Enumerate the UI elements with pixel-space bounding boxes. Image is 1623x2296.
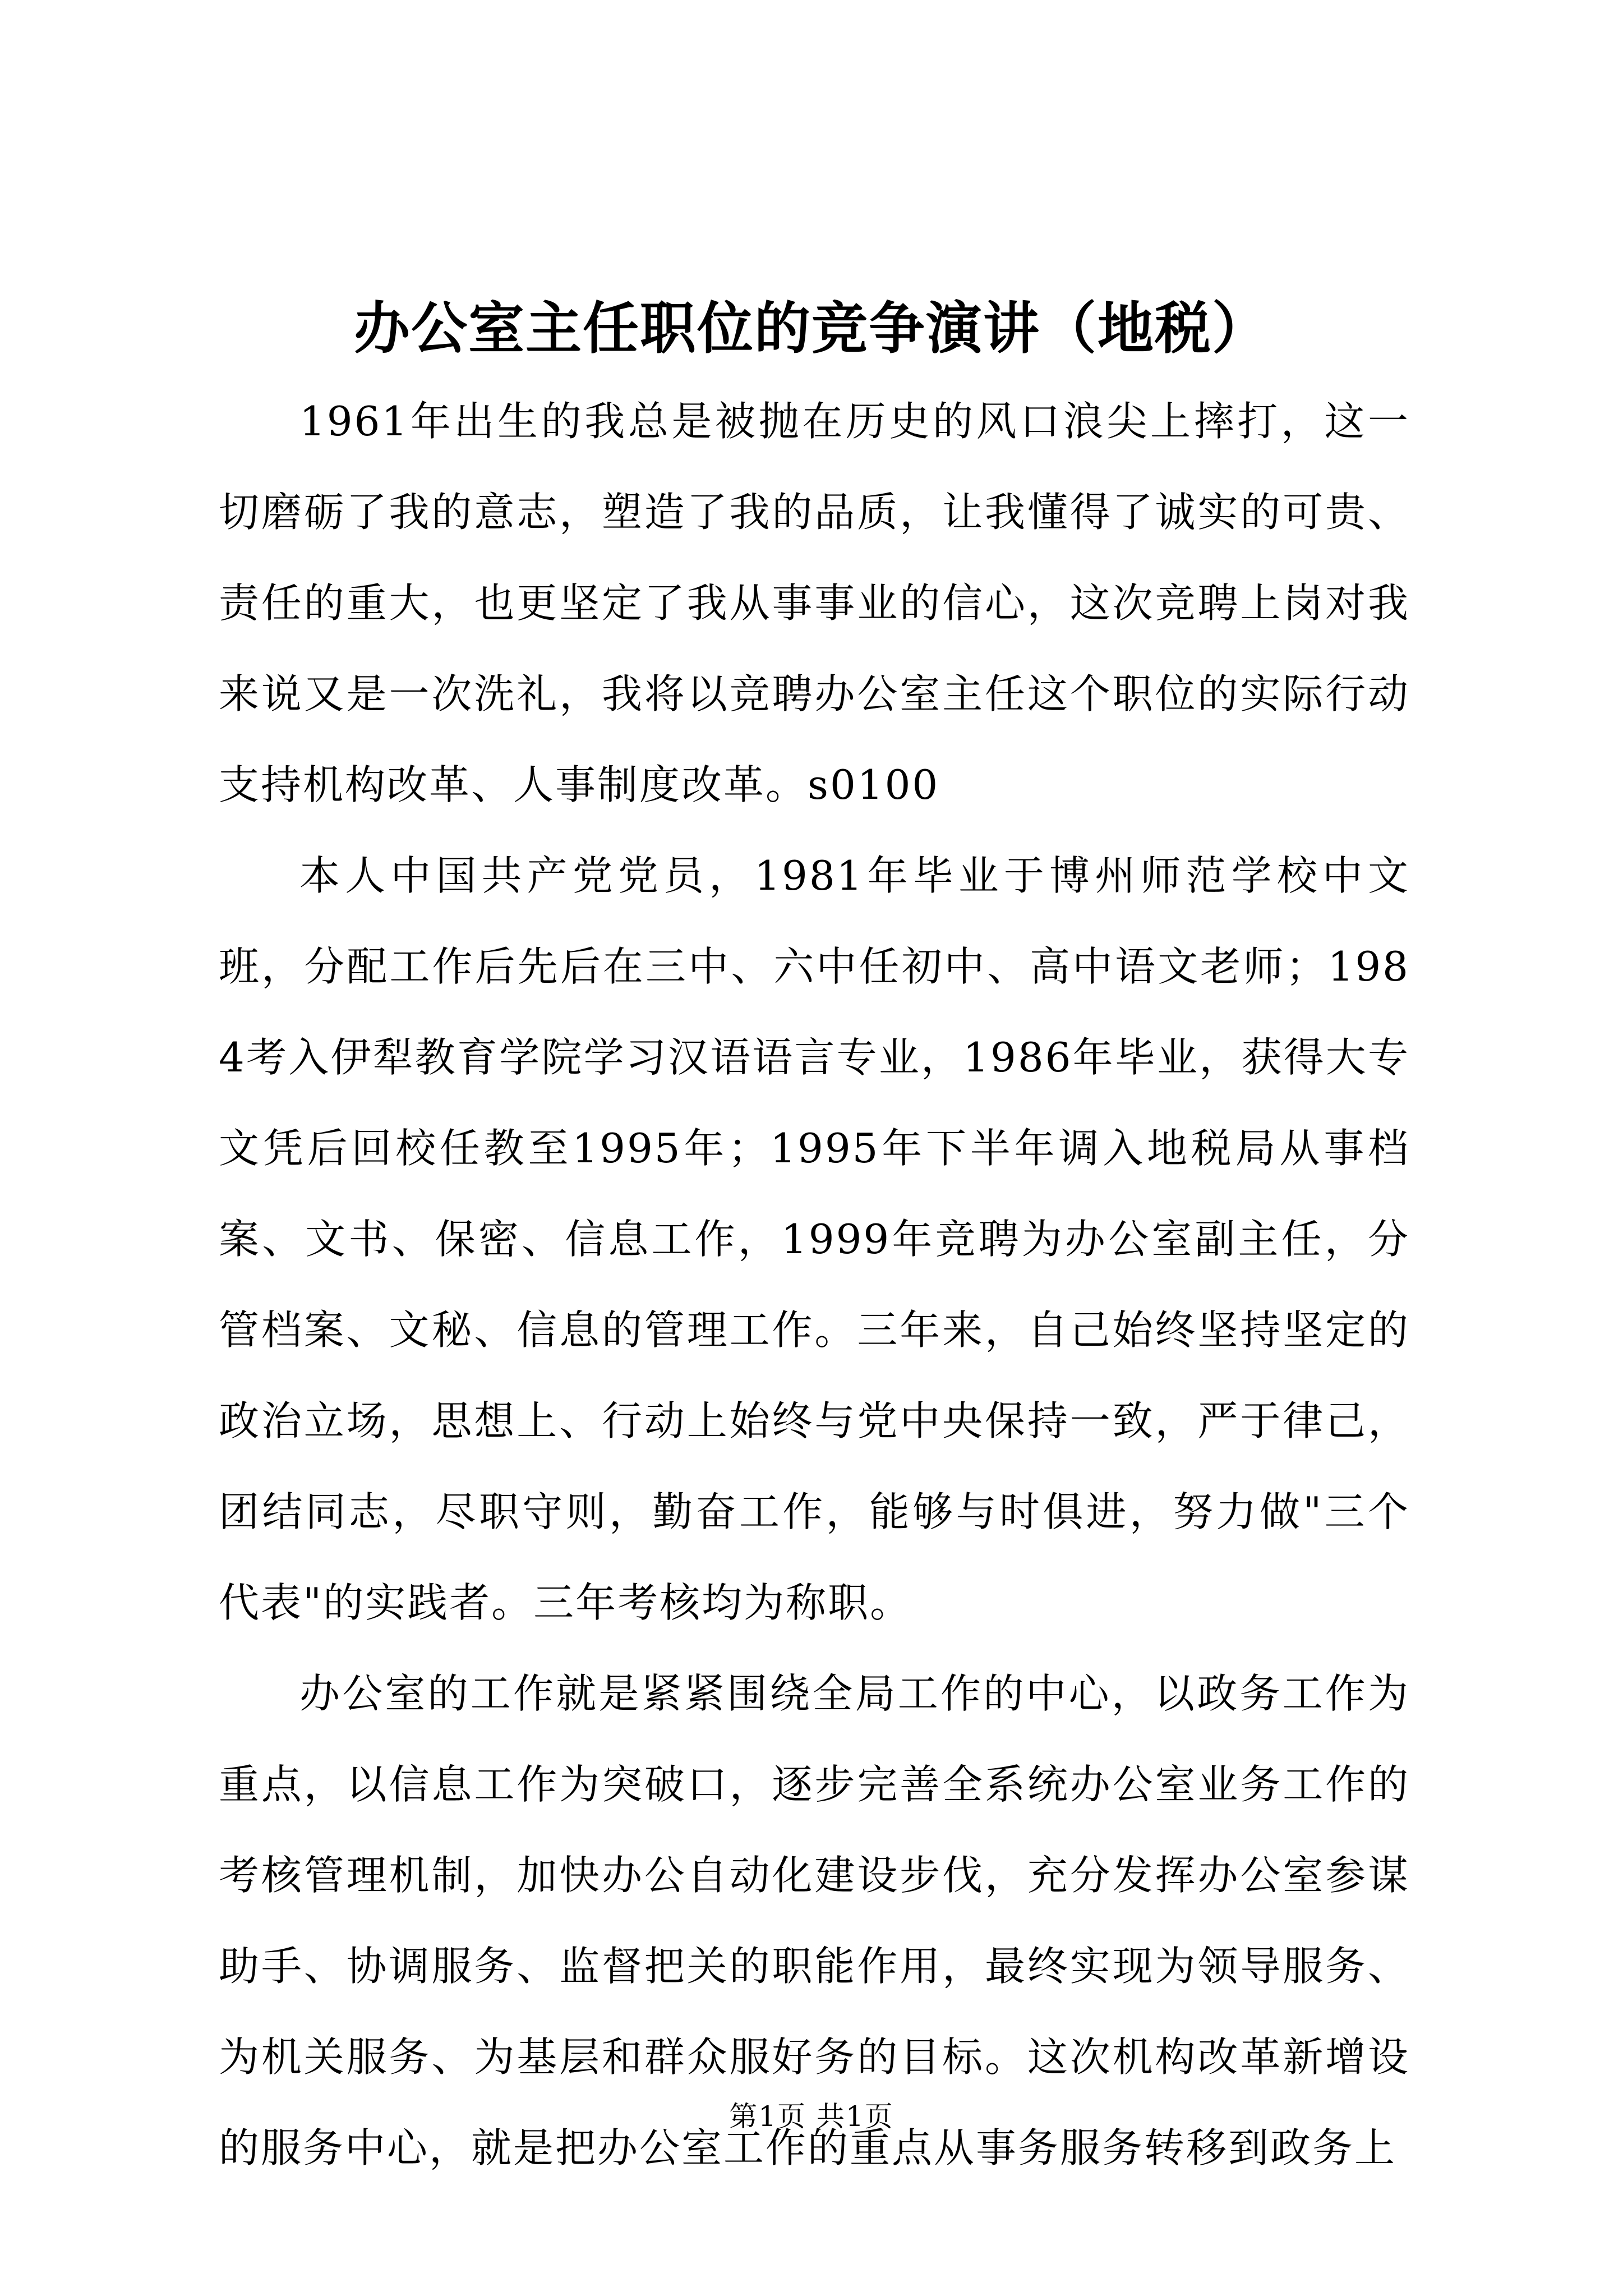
document-title: 办公室主任职位的竞争演讲（地税） bbox=[354, 295, 1269, 361]
paragraph-3: 办公室的工作就是紧紧围绕全局工作的中心，以政务工作为重点，以信息工作为突破口，逐步完善全系统办公室业务工作的考核管理机制，加快办公自动化建设步伐，充分发挥办公室参谋助手、协调服务、监督把关的职能作用，最终实现为领导服务、为机关服务、为基层和群众服好务的目标。这次机构改革新增设的服务中心，就是把办公室工作的重点从事务服务转移到政务上 bbox=[219, 1670, 1410, 2171]
paragraph-1: 1961年出生的我总是被抛在历史的风口浪尖上摔打，这一切磨砺了我的意志，塑造了我的品质，让我懂得了诚实的可贵、责任的重大，也更坚定了我从事事业的信心，这次竞聘上岗对我来说又是一次洗礼，我将以竞聘办公室主任这个职位的实际行动支持机构改革、人事制度改革。s0100 bbox=[219, 398, 1410, 808]
page-number-footer: 第1页 共1页 bbox=[729, 2100, 894, 2133]
document-body bbox=[219, 376, 1410, 2193]
paragraph-2: 本人中国共产党党员，1981年毕业于博州师范学校中文班，分配工作后先后在三中、六中任初中、高中语文老师；1984考入伊犁教育学院学习汉语语言专业，1986年毕业，获得大专文凭后回校任教至1995年；1995年下半年调入地税局从事档案、文书、保密、信息工作，1999年竞聘为办公室副主任，分管档案、文秘、信息的管理工作。三年来，自己始终坚持坚定的政治立场，思想上、行动上始终与党中央保持一致，严于律己，团结同志，尽职守则，勤奋工作，能够与时俱进，努力做"三个代表"的实践者。三年考核均为称职。 bbox=[219, 852, 1410, 1626]
